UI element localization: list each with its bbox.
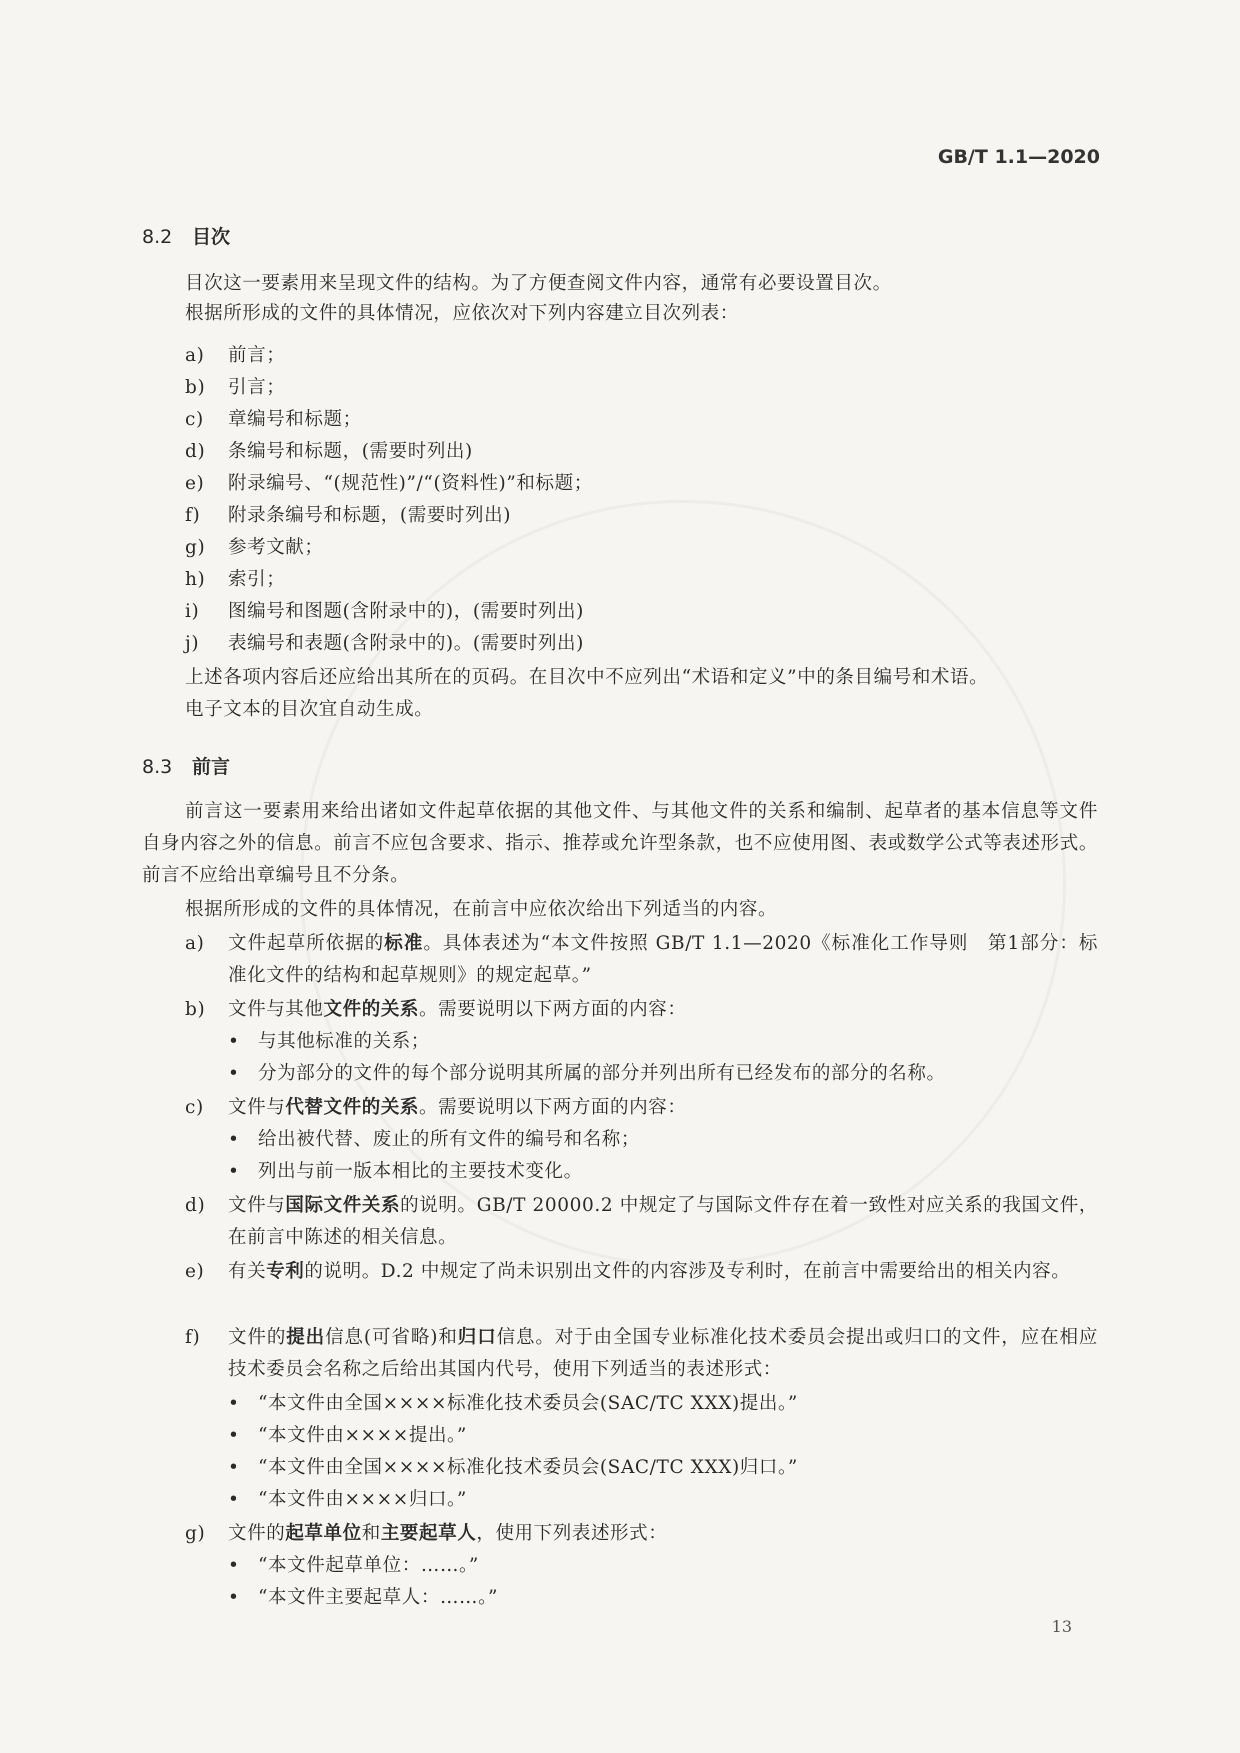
bullet-item: • “本文件起草单位：……。” [228,1550,1098,1582]
list-text: 引言； [228,377,286,398]
section-heading [142,752,230,779]
list-marker: d) [185,441,206,462]
paragraph: 电子文本的目次宜自动生成。 [185,699,434,720]
section-number: 8.2 [142,226,173,248]
list-marker: c) [185,1097,204,1118]
list-text: 文件与其他文件的关系。需要说明以下两方面的内容： [228,999,687,1020]
bullet-item: • “本文件主要起草人：……。” [228,1582,1098,1614]
list-item [185,928,1098,992]
list-marker: h) [185,569,206,590]
list-item [185,564,1098,596]
list-text: 文件与代替文件的关系。需要说明以下两方面的内容： [228,1097,687,1118]
bullet-icon: • [228,1393,240,1414]
list-item [185,1190,1098,1254]
list-item [185,1322,1098,1386]
bullet-icon: • [228,1129,240,1150]
paragraph: 根据所形成的文件的具体情况，应依次对下列内容建立目次列表： [185,303,739,324]
paragraph: 目次这一要素用来呈现文件的结构。为了方便查阅文件内容，通常有必要设置目次。 [185,273,892,294]
list-text: 文件的起草单位和主要起草人，使用下列表述形式： [228,1523,668,1544]
list-item [185,532,1098,564]
list-marker: g) [185,1523,206,1544]
section-title: 前言 [192,756,231,778]
bullet-item: • 分为部分的文件的每个部分说明其所属的部分并列出所有已经发布的部分的名称。 [228,1058,1098,1090]
section-heading [142,222,230,249]
paragraph: 上述各项内容后还应给出其所在的页码。在目次中不应列出“术语和定义”中的条目编号和术语。 [185,667,989,688]
list-text: 文件起草所依据的标准。具体表述为“本文件按照 GB/T 1.1—2020《标准化工作导则 第1部分：标准化文件的结构和起草规则》的规定起草。” [228,933,1098,986]
section-number: 8.3 [142,756,173,778]
bullet-icon: • [228,1587,240,1608]
list-item [185,596,1098,628]
list-item [185,404,1098,436]
list-item [185,994,1098,1026]
bullet-icon: • [228,1161,240,1182]
bullet-icon: • [228,1031,240,1052]
list-item [185,1092,1098,1124]
list-text: 文件与国际文件关系的说明。GB/T 20000.2 中规定了与国际文件存在着一致性对应关系的我国文件，在前言中陈述的相关信息。 [228,1195,1098,1248]
list-text: 索引； [228,569,286,590]
bullet-icon: • [228,1489,240,1510]
section-title: 目次 [192,226,231,248]
list-text: 附录编号、“(规范性)”/“(资料性)”和标题； [228,473,593,494]
list-marker: i) [185,601,200,622]
bullet-icon: • [228,1063,240,1084]
list-marker: b) [185,377,206,398]
bullet-item: • “本文件由××××归口。” [228,1484,1098,1516]
list-marker: a) [185,933,205,954]
bullet-icon: • [228,1457,240,1478]
list-item [185,372,1098,404]
list-marker: f) [185,1327,201,1348]
list-text: 有关专利的说明。D.2 中规定了尚未识别出文件的内容涉及专利时，在前言中需要给出的相关内容。 [228,1261,1071,1282]
list-item [185,340,1098,372]
paragraph: 前言这一要素用来给出诸如文件起草依据的其他文件、与其他文件的关系和编制、起草者的基本信息等文件自身内容之外的信息。前言不应包含要求、指示、推荐或允许型条款，也不应使用图、表或数学公式等表述形式。前言不应给出章编号且不分条。 [142,801,1098,886]
list-text: 参考文献； [228,537,324,558]
list-item [185,468,1098,500]
list-marker: c) [185,409,204,430]
bullet-icon: • [228,1425,240,1446]
list-marker: e) [185,473,205,494]
list-item [185,500,1098,532]
list-text: 图编号和图题(含附录中的)，(需要时列出) [228,601,584,622]
paragraph: 根据所形成的文件的具体情况，在前言中应依次给出下列适当的内容。 [185,899,778,920]
standard-code: GB/T 1.1—2020 [937,146,1100,168]
list-marker: b) [185,999,206,1020]
list-text: 条编号和标题，(需要时列出) [228,441,473,462]
list-text: 前言； [228,345,286,366]
list-marker: a) [185,345,205,366]
list-marker: e) [185,1261,205,1282]
list-item [185,1518,1098,1550]
list-text: 附录条编号和标题，(需要时列出) [228,505,512,526]
list-item [185,1256,1098,1288]
list-marker: j) [185,633,200,654]
list-marker: d) [185,1195,206,1216]
bullet-icon: • [228,1555,240,1576]
list-item [185,436,1098,468]
list-marker: f) [185,505,201,526]
page-number: 13 [1051,1617,1072,1636]
list-text: 章编号和标题； [228,409,362,430]
bullet-item: • “本文件由全国××××标准化技术委员会(SAC/TC XXX)提出。” [228,1388,1098,1420]
bullet-item: • 给出被代替、废止的所有文件的编号和名称； [228,1124,1098,1156]
list-item [185,628,1098,660]
bullet-item: • “本文件由××××提出。” [228,1420,1098,1452]
list-text: 表编号和表题(含附录中的)。(需要时列出) [228,633,584,654]
bullet-item: • 列出与前一版本相比的主要技术变化。 [228,1156,1098,1188]
list-text: 文件的提出信息(可省略)和归口信息。对于由全国专业标准化技术委员会提出或归口的文件，应在相应技术委员会名称之后给出其国内代号，使用下列适当的表述形式： [228,1327,1098,1380]
bullet-item: • “本文件由全国××××标准化技术委员会(SAC/TC XXX)归口。” [228,1452,1098,1484]
list-marker: g) [185,537,206,558]
bullet-item: • 与其他标准的关系； [228,1026,1098,1058]
